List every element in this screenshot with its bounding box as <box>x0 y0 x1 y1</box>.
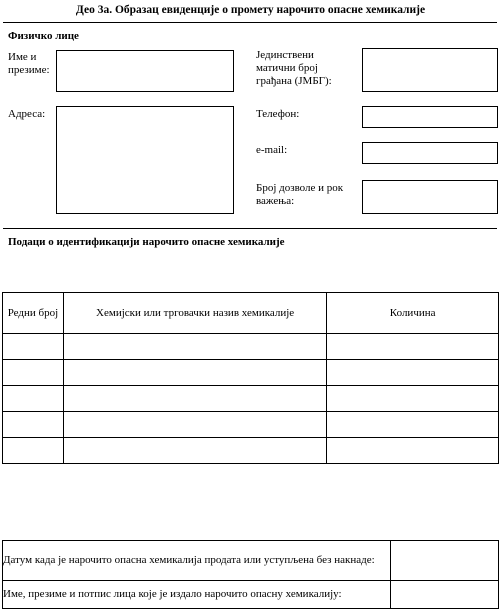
name-field[interactable] <box>56 50 234 92</box>
permit-field[interactable] <box>362 180 498 214</box>
permit-label: Број дозволе и рок важења: <box>256 182 344 207</box>
jmbg-field[interactable] <box>362 48 498 92</box>
address-label: Адреса: <box>8 108 46 120</box>
chemicals-table <box>2 292 499 464</box>
quantity-cell[interactable] <box>327 412 499 438</box>
ordinal-cell[interactable] <box>3 438 64 464</box>
quantity-cell[interactable] <box>327 334 499 360</box>
ordinal-cell[interactable] <box>3 386 64 412</box>
sale-details-table <box>2 540 499 609</box>
ordinal-cell[interactable] <box>3 360 64 386</box>
column-header-chemical-name: Хемијски или трговачки назив хемикалије <box>63 293 326 334</box>
table-row <box>3 412 499 438</box>
table-row <box>3 438 499 464</box>
quantity-cell[interactable] <box>327 438 499 464</box>
table-row <box>3 386 499 412</box>
title-divider <box>3 22 497 23</box>
quantity-cell[interactable] <box>327 386 499 412</box>
phone-label: Телефон: <box>256 108 300 120</box>
jmbg-label: Јединствени матични број грађана (ЈМБГ): <box>256 49 332 87</box>
issuer-label: Име, презиме и потпис лица које је издало нарочито опасну хемикалију: <box>3 581 391 609</box>
column-header-quantity: Количина <box>327 293 499 334</box>
section-divider <box>3 228 497 229</box>
chemical-name-cell[interactable] <box>63 438 326 464</box>
table-row <box>3 334 499 360</box>
form-title: Део 3а. Образац евиденције о промету нарочито опасне хемикалије <box>75 4 426 16</box>
ordinal-cell[interactable] <box>3 334 64 360</box>
phone-field[interactable] <box>362 106 498 128</box>
physical-person-heading: Физичко лице <box>8 30 79 42</box>
chemical-name-cell[interactable] <box>63 386 326 412</box>
chemical-name-cell[interactable] <box>63 412 326 438</box>
email-label: e-mail: <box>256 144 288 156</box>
chemical-name-cell[interactable] <box>63 360 326 386</box>
chemical-identification-heading: Подаци о идентификацији нарочито опасне хемикалије <box>8 236 285 248</box>
ordinal-cell[interactable] <box>3 412 64 438</box>
table-row <box>3 360 499 386</box>
issuer-signature-field[interactable] <box>391 581 499 609</box>
column-header-ordinal: Редни број <box>3 293 64 334</box>
sale-date-label: Датум када је нарочито опасна хемикалија продата или уступљена без накнаде: <box>3 541 391 581</box>
name-label: Име и презиме: <box>8 51 50 76</box>
chemical-name-cell[interactable] <box>63 334 326 360</box>
address-field[interactable] <box>56 106 234 214</box>
chemicals-table-header <box>3 293 499 334</box>
quantity-cell[interactable] <box>327 360 499 386</box>
issuer-row <box>3 581 499 609</box>
sale-date-field[interactable] <box>391 541 499 581</box>
email-field[interactable] <box>362 142 498 164</box>
sale-date-row <box>3 541 499 581</box>
